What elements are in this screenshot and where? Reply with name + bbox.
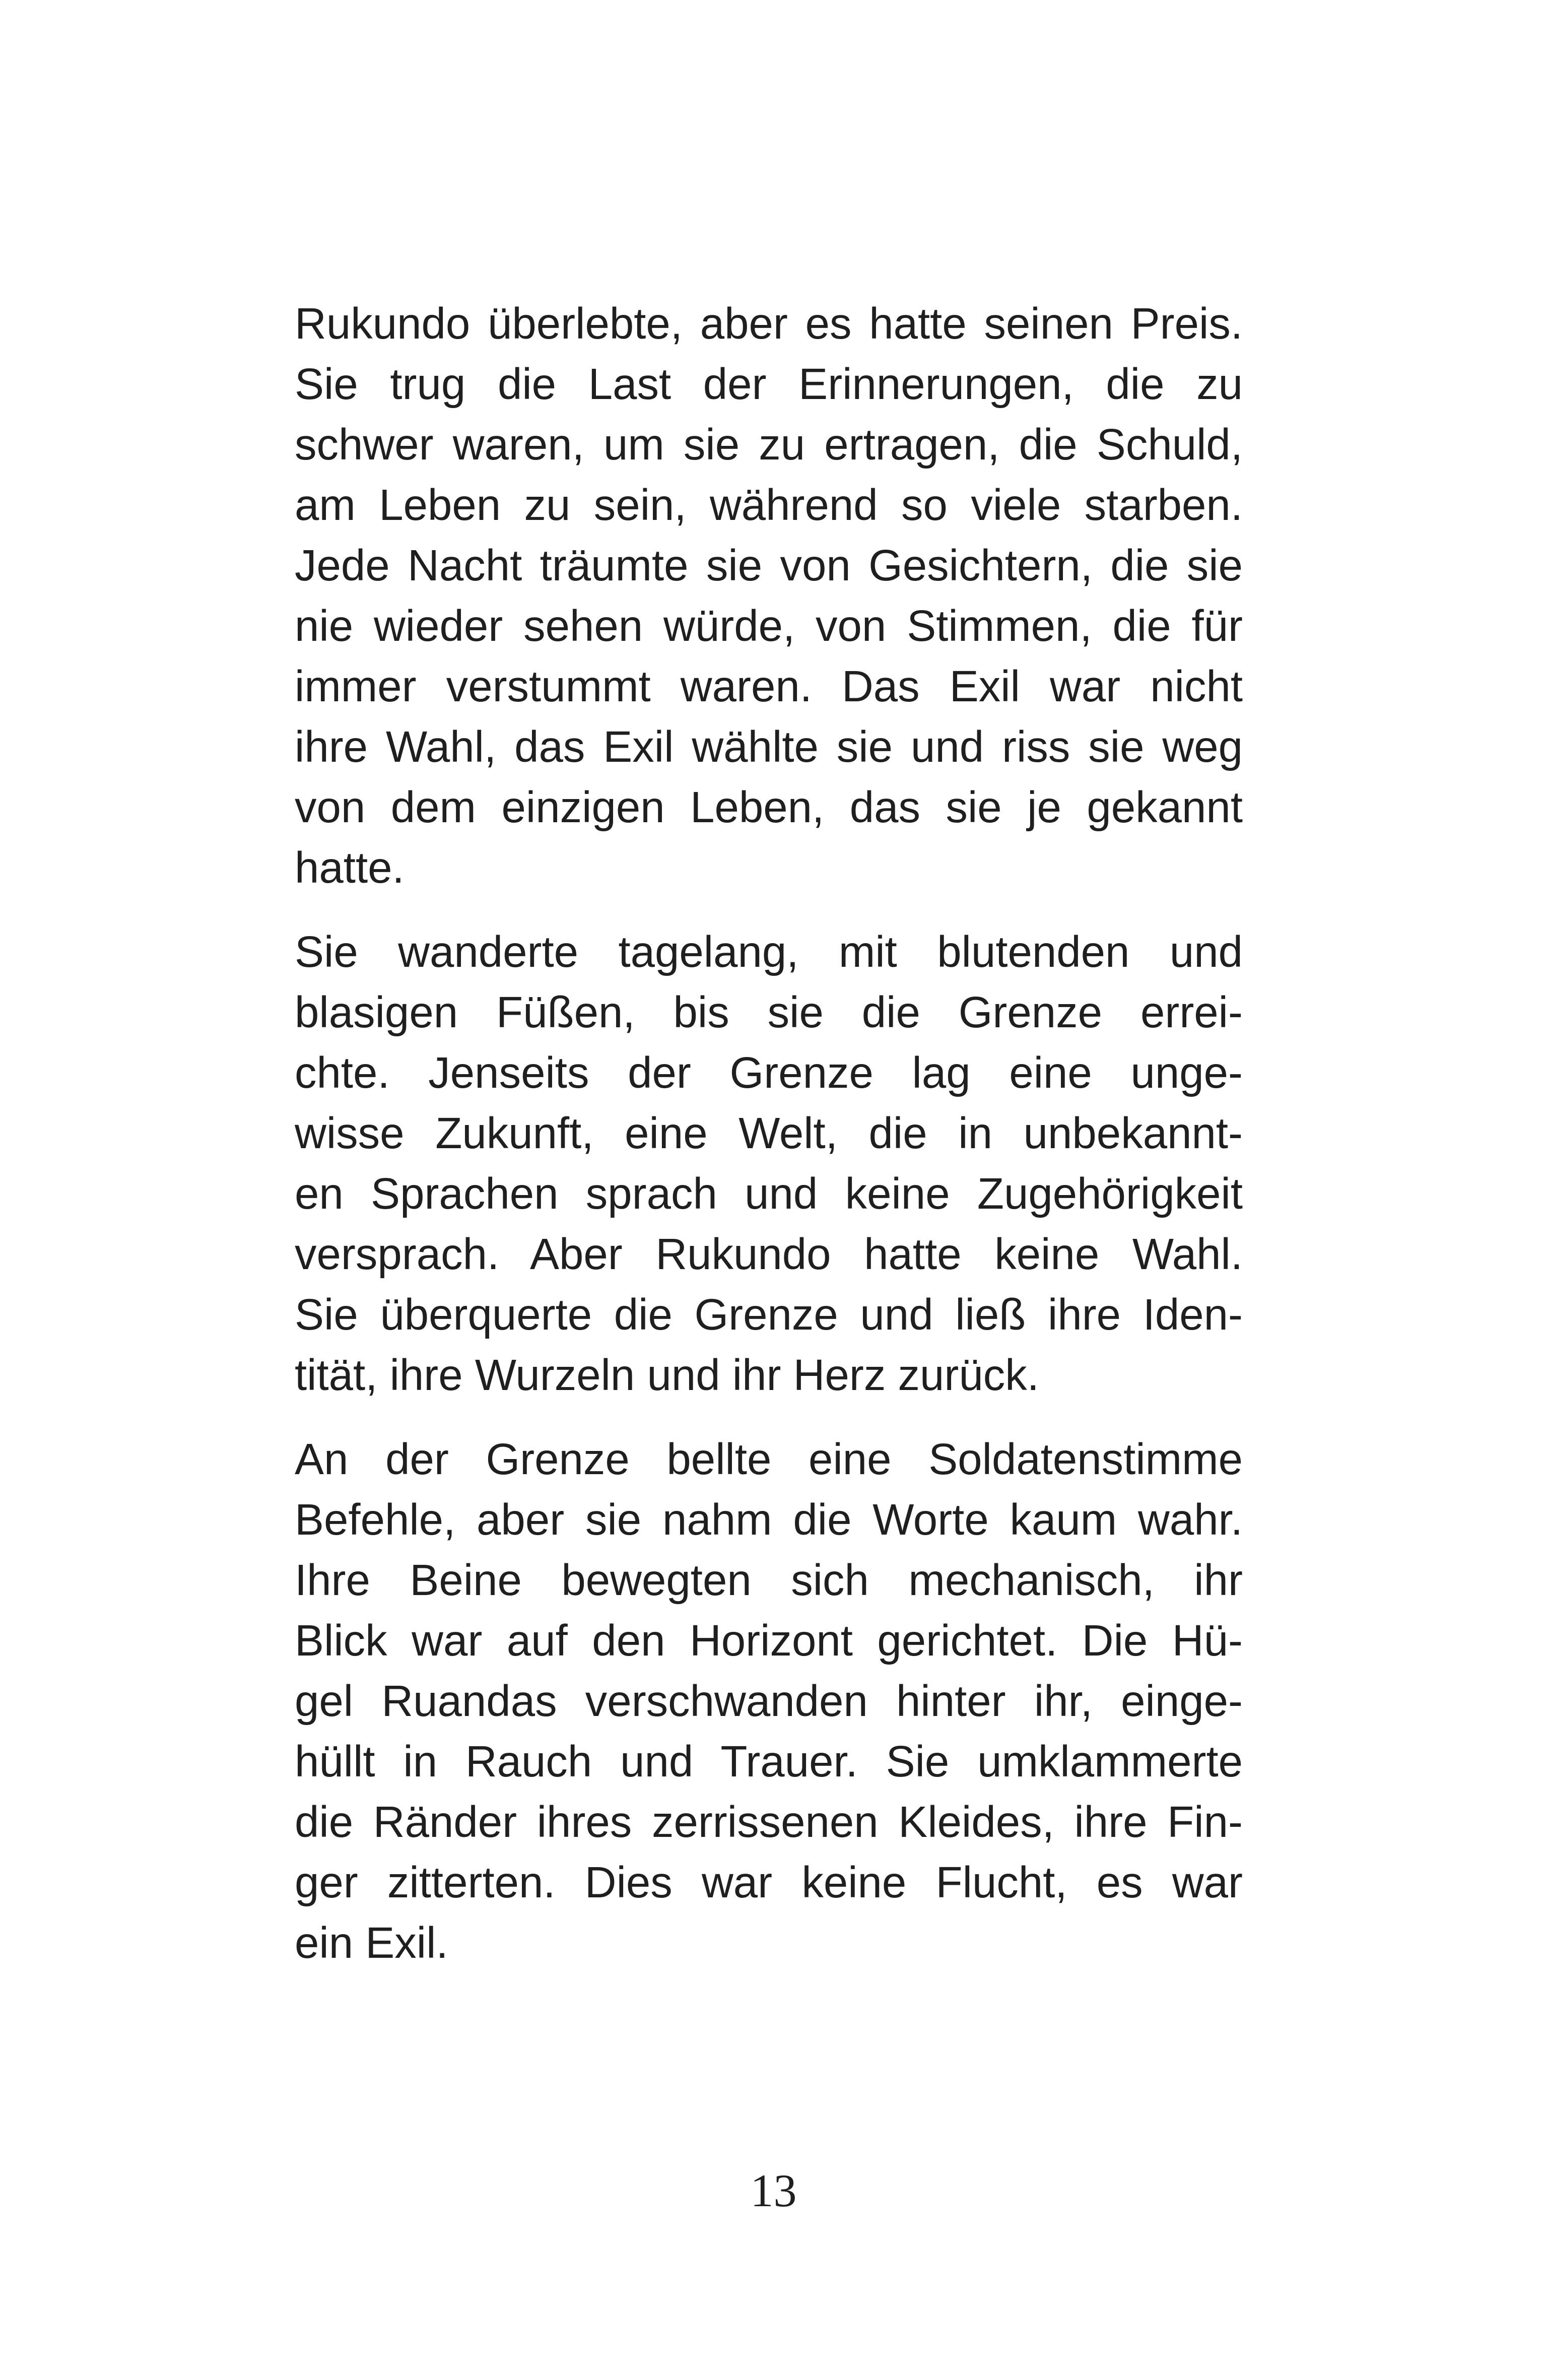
text-line: schwer waren, um sie zu ertragen, die Schuld, — [295, 420, 1243, 469]
text-line: Sie überquerte die Grenze und ließ ihre Iden- — [295, 1290, 1243, 1339]
paragraph-2 — [295, 922, 1243, 1406]
text-line: nie wieder sehen würde, von Stimmen, die für — [295, 602, 1243, 650]
text-line: Blick war auf den Horizont gerichtet. Die Hü- — [295, 1616, 1243, 1665]
text-line: wisse Zukunft, eine Welt, die in unbekannt- — [295, 1109, 1243, 1158]
body-text — [295, 294, 1243, 1973]
text-line: versprach. Aber Rukundo hatte keine Wahl. — [295, 1230, 1243, 1279]
text-line: Rukundo überlebte, aber es hatte seinen Preis. — [295, 299, 1243, 348]
text-line: Sie wanderte tagelang, mit blutenden und — [295, 928, 1243, 976]
text-line: gel Ruandas verschwanden hinter ihr, einge- — [295, 1677, 1243, 1726]
text-line: chte. Jenseits der Grenze lag eine unge- — [295, 1048, 1243, 1097]
text-line: An der Grenze bellte eine Soldatenstimme — [295, 1435, 1243, 1484]
paragraph-1 — [295, 294, 1243, 898]
page-number: 13 — [750, 2165, 797, 2216]
text-line: ger zitterten. Dies war keine Flucht, es war — [295, 1858, 1243, 1907]
text-line: blasigen Füßen, bis sie die Grenze errei- — [295, 988, 1243, 1037]
text-line: Jede Nacht träumte sie von Gesichtern, die sie — [295, 541, 1243, 590]
text-line: ihre Wahl, das Exil wählte sie und riss sie weg — [295, 722, 1243, 771]
text-line: ein Exil. — [295, 1919, 448, 1967]
text-line: die Ränder ihres zerrissenen Kleides, ihre Fin- — [295, 1798, 1243, 1846]
text-line: en Sprachen sprach und keine Zugehörigkeit — [295, 1169, 1243, 1218]
text-line: Befehle, aber sie nahm die Worte kaum wahr. — [295, 1495, 1243, 1544]
text-line: Ihre Beine bewegten sich mechanisch, ihr — [295, 1556, 1243, 1605]
text-line: am Leben zu sein, während so viele starben. — [295, 481, 1243, 530]
text-line: tität, ihre Wurzeln und ihr Herz zurück. — [295, 1351, 1039, 1400]
text-line: hüllt in Rauch und Trauer. Sie umklammerte — [295, 1737, 1243, 1786]
text-line: von dem einzigen Leben, das sie je gekannt — [295, 783, 1243, 832]
text-line: hatte. — [295, 843, 405, 892]
text-line: Sie trug die Last der Erinnerungen, die zu — [295, 360, 1243, 409]
text-line: immer verstummt waren. Das Exil war nicht — [295, 662, 1243, 711]
paragraph-3 — [295, 1429, 1243, 1973]
